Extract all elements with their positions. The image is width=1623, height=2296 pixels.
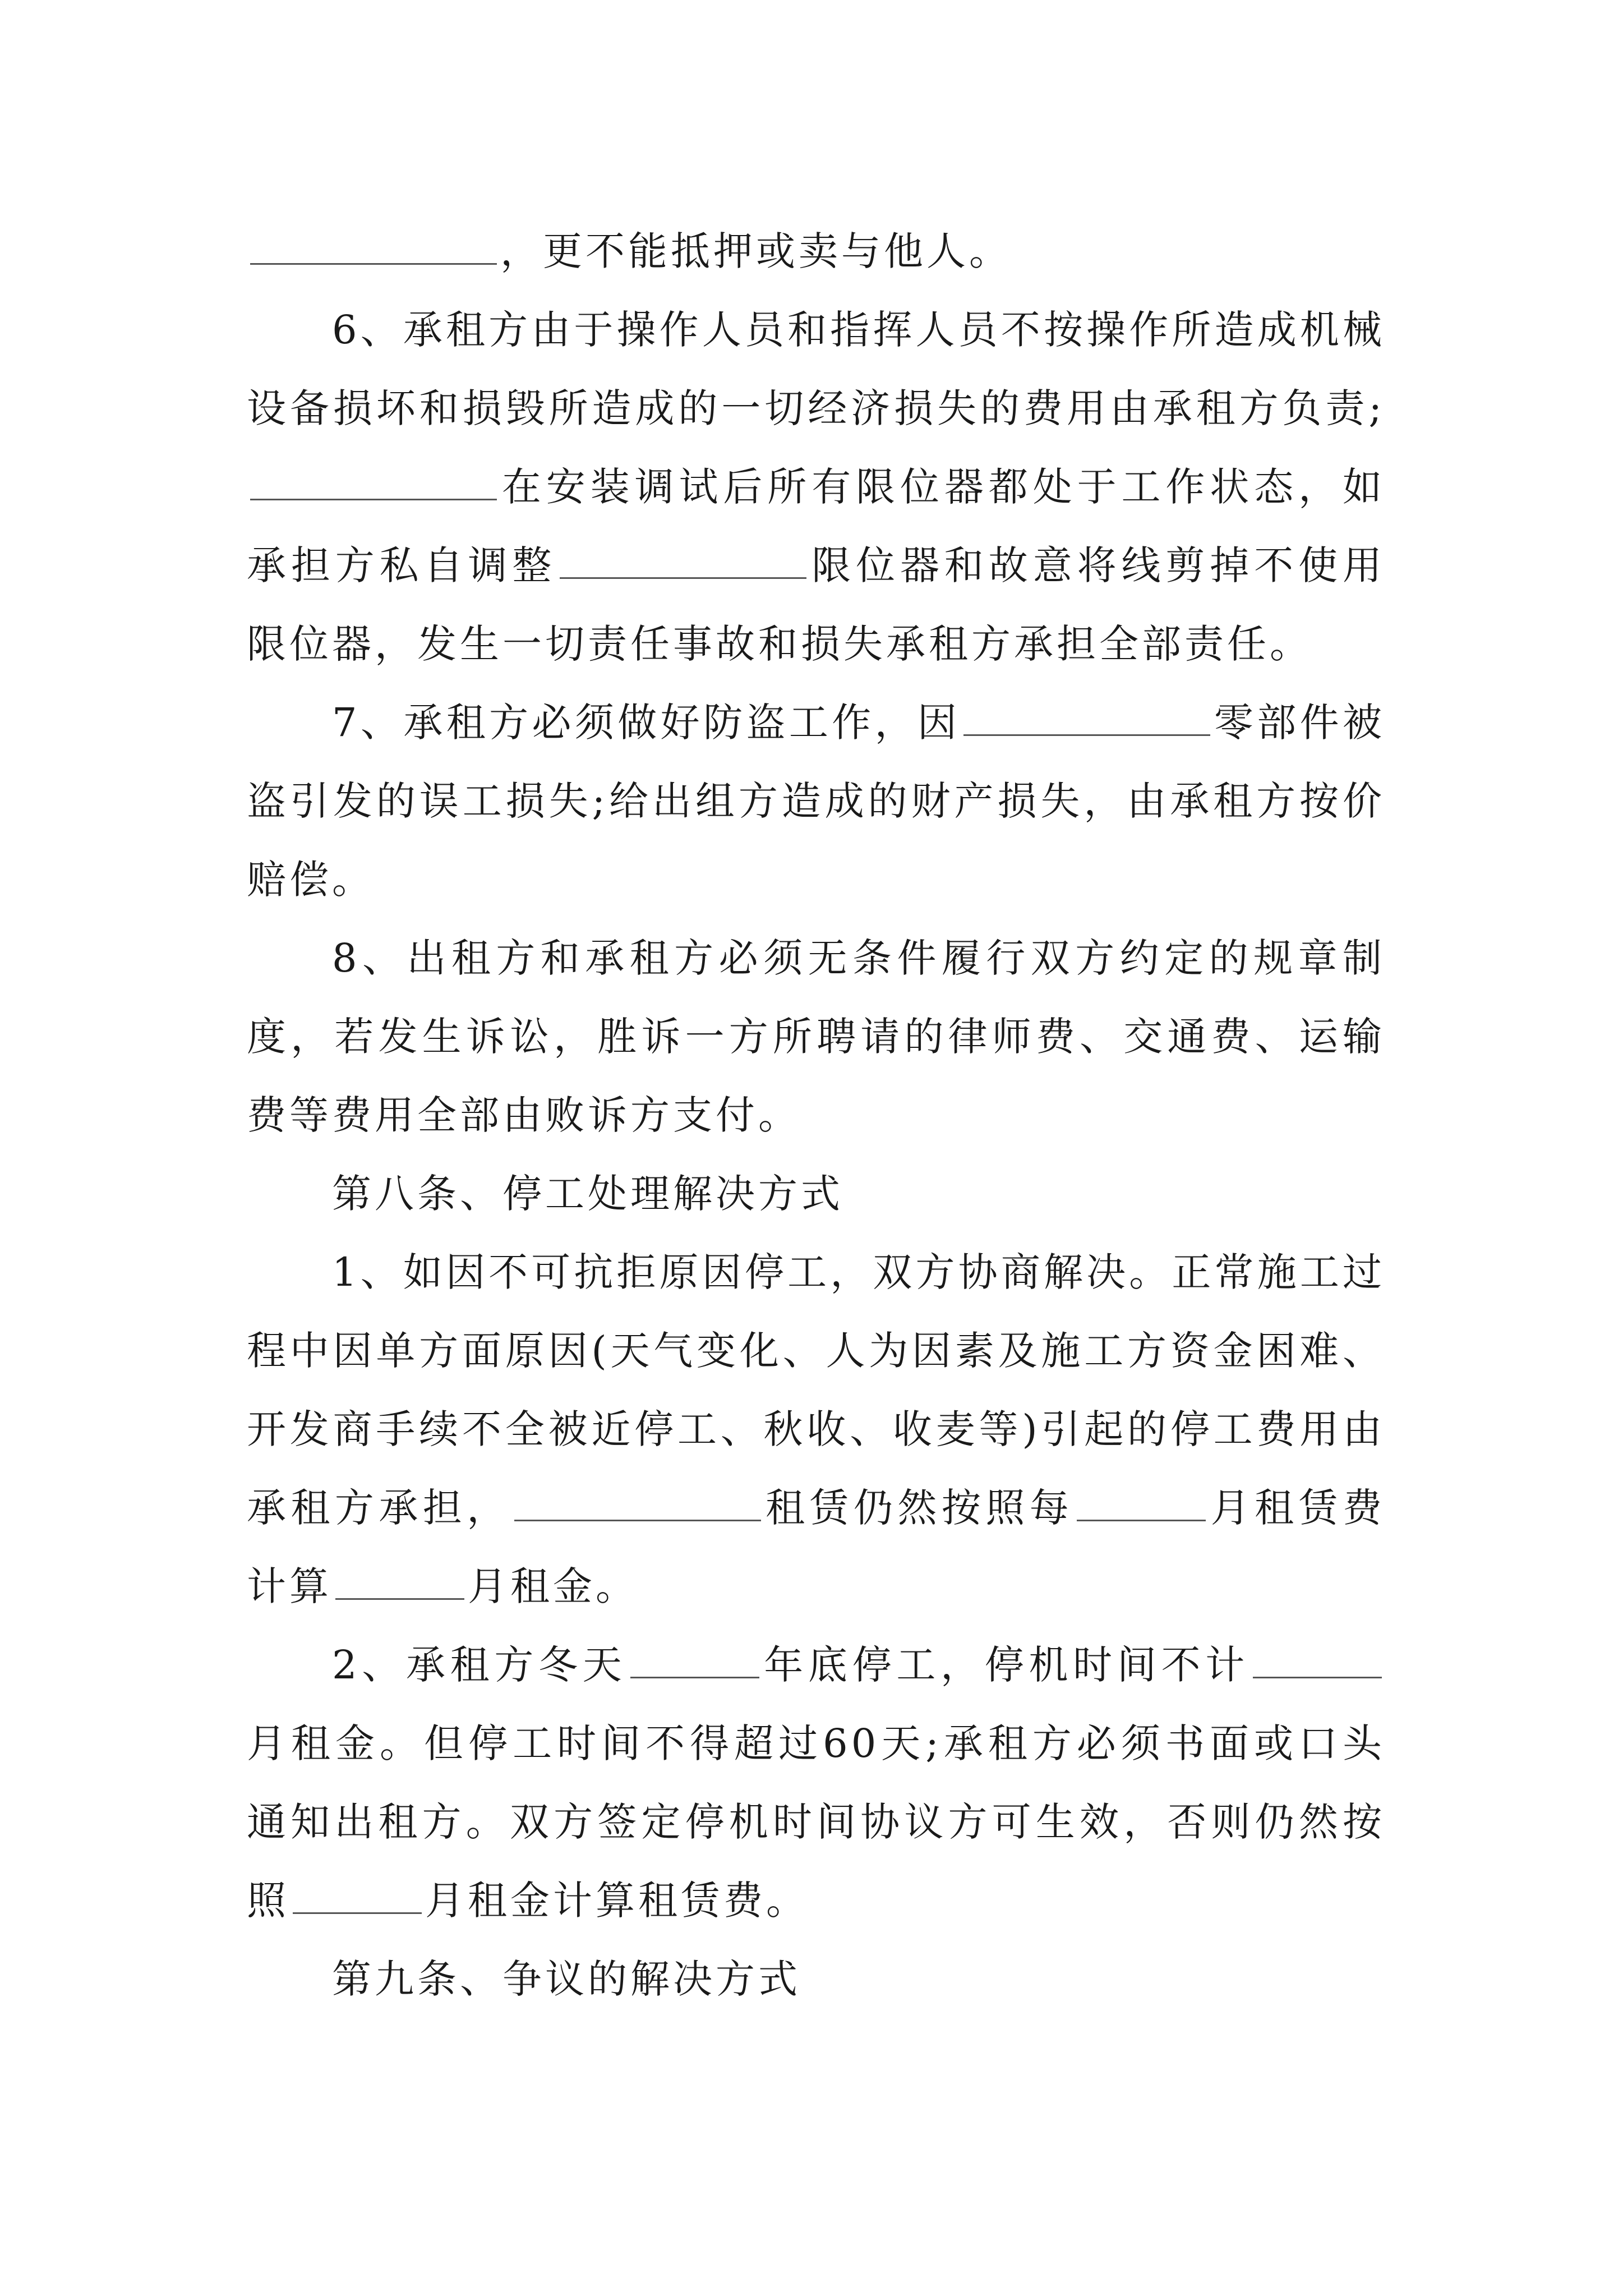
article-8-heading: 第八条、停工处理解决方式 bbox=[332, 1171, 843, 1217]
paragraph-text: 租赁仍然按照每 bbox=[764, 1485, 1074, 1531]
paragraph-text: 年底停工，停机时间不计 bbox=[762, 1642, 1249, 1688]
fill-blank[interactable] bbox=[1077, 1484, 1206, 1521]
paragraph-text: 6、承租方由于操作人员和指挥人员不按操作所造成机械设备损坏和损毁所造成的一切经济损失的费用由承租方负责; bbox=[247, 307, 1385, 431]
paragraph-text: 月租赁费计算 bbox=[247, 1485, 1386, 1609]
fill-blank[interactable] bbox=[250, 463, 497, 500]
fill-blank[interactable] bbox=[250, 227, 497, 265]
paragraph-text: 月租金。 bbox=[468, 1563, 638, 1609]
paragraph-text: 零部件被盗引发的误工损失;给出组方造成的财产损失，由承租方按价赔偿。 bbox=[247, 700, 1385, 903]
paragraph-text: 1、如因不可抗拒原因停工，双方协商解决。正常施工过程中因单方面原因(天气变化、人为因素及施工方资金困难、开发商手续不全被近停工、秋收、收麦等)引起的停工费用由承租方承担， bbox=[247, 1249, 1385, 1531]
paragraph-text: 限位器和故意将线剪掉不使用限位器，发生一切责任事故和损失承租方承担全部责任。 bbox=[247, 542, 1386, 667]
paragraph-text: 月租金计算租赁费。 bbox=[425, 1878, 809, 1924]
clause-6 bbox=[247, 291, 1385, 683]
paragraph-text: 7、承租方必须做好防盗工作，因 bbox=[332, 700, 961, 746]
fill-blank[interactable] bbox=[1253, 1641, 1382, 1678]
paragraph-text: 月租金。但停工时间不得超过60天;承租方必须书面或口头通知出租方。双方签定停机时间协议方可生效，否则仍然按照 bbox=[247, 1720, 1385, 1924]
fill-blank[interactable] bbox=[630, 1641, 759, 1678]
fill-blank[interactable] bbox=[963, 698, 1210, 736]
article-8-item-2 bbox=[247, 1626, 1385, 1940]
paragraph-text: ，更不能抵押或卖与他人。 bbox=[500, 228, 1012, 274]
paragraph-text: 2、承租方冬天 bbox=[332, 1642, 627, 1688]
clause-8 bbox=[247, 919, 1385, 1154]
fill-blank[interactable] bbox=[514, 1484, 761, 1521]
paragraph-continuation bbox=[247, 212, 1385, 291]
paragraph-text: 8、出租方和承租方必须无条件履行双方约定的规章制度，若发生诉讼，胜诉一方所聘请的律师费、交通费、运输费等费用全部由败诉方支付。 bbox=[247, 935, 1385, 1138]
fill-blank[interactable] bbox=[293, 1876, 422, 1914]
fill-blank[interactable] bbox=[335, 1562, 464, 1600]
article-9-heading: 第九条、争议的解决方式 bbox=[332, 1956, 801, 2002]
paragraph-text: 在安装调试后所有限位器都处于工作状态，如承担方私自调整 bbox=[247, 464, 1385, 588]
contract-text bbox=[247, 212, 1385, 2018]
article-8-item-1 bbox=[247, 1233, 1385, 1626]
clause-7 bbox=[247, 683, 1385, 919]
fill-blank[interactable] bbox=[560, 541, 806, 579]
